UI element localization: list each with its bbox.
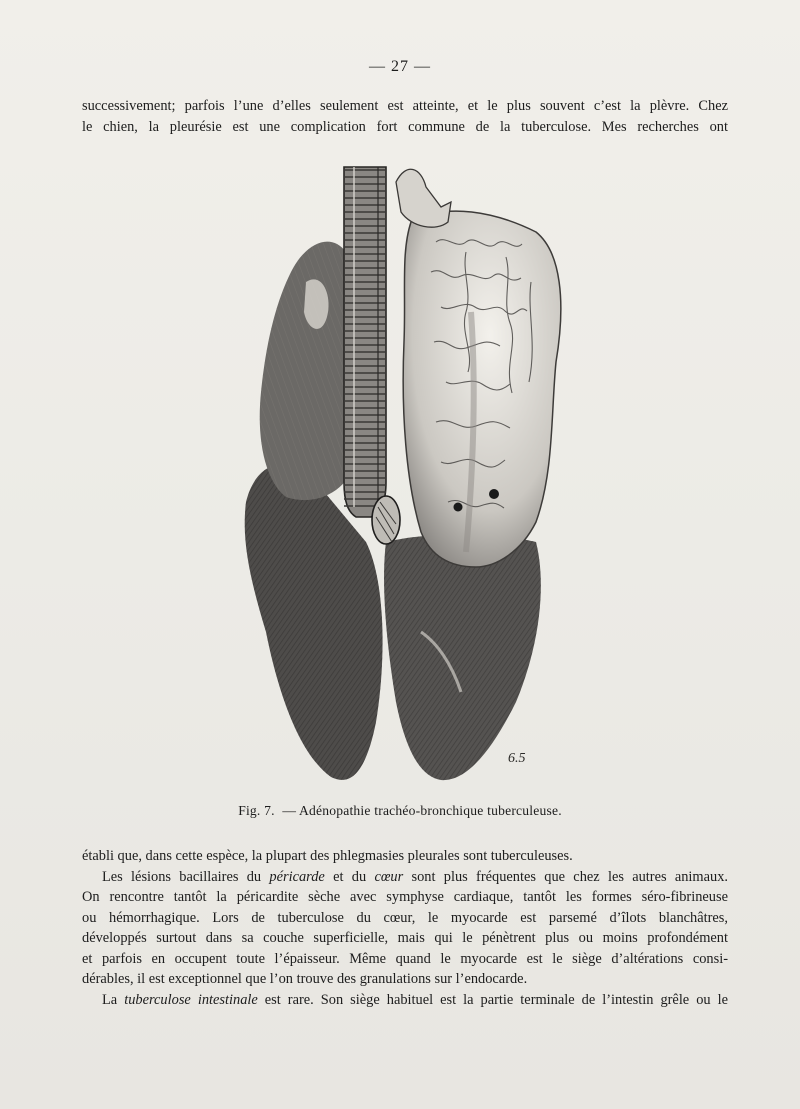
lymph-node-mark: [489, 489, 499, 499]
emphasis-tuberculose-intestinale: tuberculose intestinale: [124, 991, 258, 1008]
emphasis-pericarde: péricarde: [269, 868, 325, 885]
figure-caption: [0, 803, 800, 819]
artist-signature: 6.5: [508, 751, 526, 766]
intro-paragraph: [82, 96, 728, 137]
anatomical-illustration: [236, 162, 576, 787]
text-line: établi que, dans cette espèce, la plupart des phlegmasies pleurales sont tuberculeuses.: [82, 848, 573, 864]
lymph-node-mark: [454, 503, 463, 512]
page-number: — 27 —: [369, 58, 431, 75]
text-line: successivement; parfois l’une d’elles seulement est atteinte, et le plus souvent c’est la plèvre. Chez: [82, 98, 728, 114]
engraving-lungs-trachea: [236, 162, 576, 787]
text-line: ou hémorrhagique. Lors de tuberculose du cœur, le myocarde est parsemé d’îlots blanchâtres,: [82, 909, 728, 926]
text-line: développés surtout dans sa couche superficielle, mais qui le pénètrent plus ou moins profondément: [82, 930, 728, 946]
body-text: [82, 846, 728, 1010]
text-run: Les lésions bacillaires du: [102, 868, 270, 885]
apex-tissue: [396, 169, 451, 227]
text-run: est rare. Son siège habituel est la partie terminale de l’intestin grêle ou le: [257, 991, 729, 1008]
caption-separator: —: [282, 803, 297, 818]
text-line: On rencontre tantôt la péricardite sèche avec symphyse cardiaque, tantôt les formes séro-fibrineuse: [82, 889, 728, 905]
figure-title: Adénopathie trachéo-bronchique tuberculeuse.: [298, 803, 562, 818]
text-run: La: [102, 991, 125, 1008]
text-run: et du: [324, 868, 375, 885]
text-run: sont plus fréquentes que chez les autres animaux.: [403, 868, 728, 885]
text-line: [82, 867, 728, 888]
text-line: dérables, il est exceptionnel que l’on trouve des granulations sur l’endocarde.: [82, 971, 528, 987]
right-upper-lobe: [403, 211, 561, 567]
figure-label: Fig. 7.: [238, 803, 275, 818]
text-line: [82, 990, 728, 1011]
emphasis-coeur: cœur: [374, 868, 404, 885]
text-line: le chien, la pleurésie est une complication fort commune de la tuberculose. Mes recherches ont: [82, 118, 728, 135]
text-line: et parfois en occupent toute l’épaisseur. Même quand le myocarde est le siège d’altérations consi-: [82, 950, 728, 967]
